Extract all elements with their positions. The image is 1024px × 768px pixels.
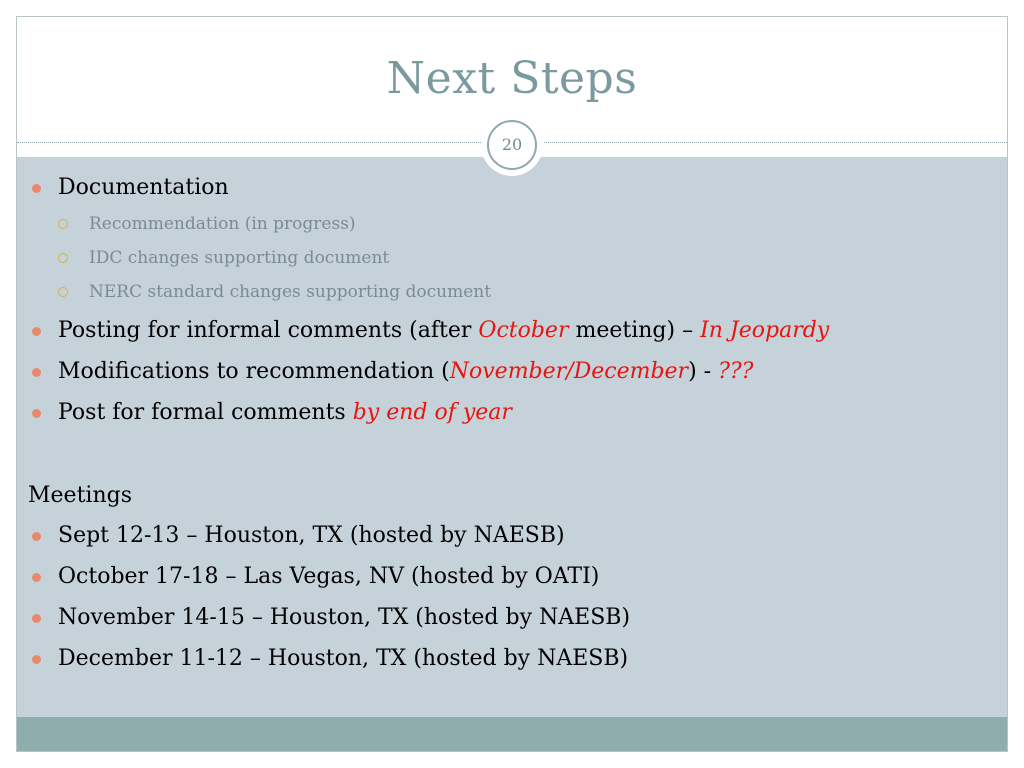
bullet-dot-icon: [32, 184, 41, 193]
text-prefix: Modifications to recommendation (: [58, 359, 450, 384]
bullet-label: Documentation: [58, 175, 229, 200]
bullet-documentation: [58, 174, 229, 202]
meeting-label: Sept 12-13 – Houston, TX (hosted by NAESB): [58, 523, 565, 548]
sub-bullet-label: IDC changes supporting document: [89, 248, 390, 268]
bullet-dot-icon: [32, 327, 41, 336]
text-middle: ) -: [688, 359, 719, 384]
slide-title: Next Steps: [386, 53, 638, 104]
meeting-label: December 11-12 – Houston, TX (hosted by NAESB): [58, 646, 629, 671]
meetings-heading: Meetings: [28, 483, 132, 508]
sub-bullet-label: NERC standard changes supporting document: [89, 282, 492, 302]
bullet-dot-icon: [32, 614, 41, 623]
bullet-posting-informal: [58, 317, 829, 345]
emphasis-month: October: [478, 318, 569, 343]
bullet-post-formal: [58, 399, 512, 427]
page-number-badge: 20: [487, 120, 537, 170]
footer-band: [17, 717, 1007, 751]
meeting-item: [58, 563, 599, 591]
text-prefix: Post for formal comments: [58, 400, 353, 425]
emphasis-status: In Jeopardy: [700, 318, 830, 343]
text-middle: meeting) –: [568, 318, 701, 343]
text-prefix: Posting for informal comments (after: [58, 318, 479, 343]
meeting-label: November 14-15 – Houston, TX (hosted by NAESB): [58, 605, 631, 630]
sub-bullet-idc-changes: [89, 246, 389, 270]
sub-bullet-nerc-changes: [89, 280, 491, 304]
meeting-item: [58, 645, 628, 673]
ring-bullet-icon: [58, 253, 68, 263]
emphasis-unknown: ???: [718, 359, 754, 384]
sub-bullet-recommendation: [89, 212, 356, 236]
ring-bullet-icon: [58, 219, 68, 229]
content-area: [17, 157, 1007, 717]
sub-bullet-label: Recommendation (in progress): [89, 214, 356, 234]
bullet-modifications: [58, 358, 753, 386]
bullet-dot-icon: [32, 655, 41, 664]
bullet-dot-icon: [32, 532, 41, 541]
emphasis-months: November/December: [449, 359, 689, 384]
ring-bullet-icon: [58, 287, 68, 297]
meeting-label: October 17-18 – Las Vegas, NV (hosted by OATI): [58, 564, 600, 589]
bullet-dot-icon: [32, 409, 41, 418]
bullet-dot-icon: [32, 573, 41, 582]
bullet-dot-icon: [32, 368, 41, 377]
meeting-item: [58, 604, 630, 632]
meeting-item: [58, 522, 565, 550]
emphasis-deadline: by end of year: [352, 400, 512, 425]
